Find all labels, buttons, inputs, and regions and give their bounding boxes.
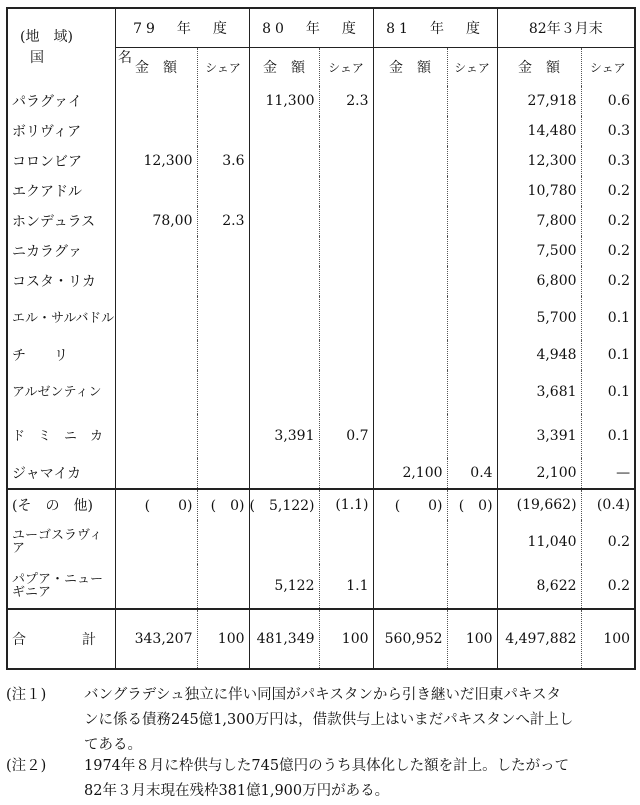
- share-cell: [447, 414, 497, 458]
- amount-cell: [373, 176, 447, 206]
- amount-cell: [249, 236, 319, 266]
- amount-cell: 10,780: [497, 176, 581, 206]
- amount-cell: [373, 236, 447, 266]
- share-cell: [197, 176, 249, 206]
- amount-cell: [373, 296, 447, 340]
- country-name: 合 計: [7, 609, 115, 669]
- year-80-header: 80 年 度: [249, 8, 373, 48]
- amount-cell: [115, 116, 197, 146]
- share-cell: 0.1: [581, 414, 635, 458]
- amount-cell: 4,497,882: [497, 609, 581, 669]
- amount-cell: 5,122: [249, 564, 319, 609]
- share-cell: 0.2: [581, 266, 635, 296]
- amount-cell: [373, 520, 447, 564]
- share-cell: [197, 414, 249, 458]
- amount-cell: 6,800: [497, 266, 581, 296]
- amount-cell: 11,040: [497, 520, 581, 564]
- amount-header: 金 額: [115, 48, 197, 87]
- table-row: [7, 414, 635, 458]
- share-cell: [447, 176, 497, 206]
- amount-cell: [249, 146, 319, 176]
- share-cell: 0.4: [447, 458, 497, 489]
- share-cell: [447, 564, 497, 609]
- table-row: [7, 564, 635, 609]
- share-cell: 0.2: [581, 176, 635, 206]
- share-cell: 0.2: [581, 206, 635, 236]
- amount-cell: [249, 340, 319, 370]
- amount-cell: [115, 370, 197, 414]
- share-cell: [447, 206, 497, 236]
- share-cell: 0.1: [581, 340, 635, 370]
- share-cell: [319, 340, 373, 370]
- amount-cell: [115, 296, 197, 340]
- share-cell: [447, 236, 497, 266]
- share-cell: ( 0): [447, 489, 497, 520]
- amount-cell: [115, 414, 197, 458]
- amount-cell: 8,622: [497, 564, 581, 609]
- amount-cell: 3,391: [497, 414, 581, 458]
- note-1-label: (注１): [6, 687, 47, 703]
- table-row: [7, 176, 635, 206]
- table-row: [7, 370, 635, 414]
- share-cell: [447, 116, 497, 146]
- note-1-line-2: ンに係る債務245億1,300万円は，借款供与上はいまだパキスタンへ計上し: [84, 712, 574, 728]
- note-1-line-3: てある。: [84, 737, 142, 753]
- country-name: ユーゴスラヴィア: [12, 528, 103, 556]
- share-cell: 0.3: [581, 116, 635, 146]
- share-cell: 0.1: [581, 370, 635, 414]
- share-cell: [447, 340, 497, 370]
- table-row: [7, 458, 635, 489]
- country-name: パプア・ニューギニア: [12, 572, 104, 600]
- year-81-header: 81 年 度: [373, 8, 497, 48]
- share-cell: [319, 116, 373, 146]
- amount-header: 金 額: [497, 48, 581, 87]
- amount-cell: 27,918: [497, 86, 581, 116]
- share-cell: 3.6: [197, 146, 249, 176]
- amount-cell: ( 0): [115, 489, 197, 520]
- amount-cell: 3,391: [249, 414, 319, 458]
- share-cell: (0.4): [581, 489, 635, 520]
- share-header: シェア: [447, 48, 497, 87]
- note-1: [6, 683, 634, 758]
- share-cell: 2.3: [197, 206, 249, 236]
- amount-cell: 560,952: [373, 609, 447, 669]
- share-cell: [319, 236, 373, 266]
- share-cell: 0.2: [581, 520, 635, 564]
- note-2-line-2: 82年３月末現在残枠381億1,900万円がある。: [84, 783, 390, 799]
- share-cell: 2.3: [319, 86, 373, 116]
- share-cell: 1.1: [319, 564, 373, 609]
- amount-cell: [115, 86, 197, 116]
- share-cell: [447, 370, 497, 414]
- amount-cell: [373, 86, 447, 116]
- table-row: [7, 116, 635, 146]
- amount-cell: [373, 266, 447, 296]
- table-row: [7, 340, 635, 370]
- country-name: ホンデュラス: [12, 214, 96, 230]
- amount-cell: [249, 458, 319, 489]
- note-2-line-1: 1974年８月に枠供与した745億円のうち具体化した額を計上。したがって: [84, 758, 570, 774]
- country-name: エクアドル: [12, 184, 82, 200]
- amount-cell: [249, 206, 319, 236]
- share-header: シェア: [197, 48, 249, 87]
- amount-cell: [373, 116, 447, 146]
- amount-cell: [115, 236, 197, 266]
- country-name: アルゼンティン: [12, 384, 102, 400]
- country-name: パラグァイ: [12, 94, 82, 110]
- share-cell: [197, 564, 249, 609]
- country-name: エル・サルバドル: [12, 310, 115, 326]
- note-1-line-1: バングラデシュ独立に伴い同国がパキスタンから引き継いだ旧東パキスタ: [84, 687, 562, 703]
- share-cell: ( 0): [197, 489, 249, 520]
- country-name: チ リ: [12, 348, 68, 364]
- region-country-header: (地 域) 国 名: [20, 28, 162, 66]
- share-cell: [447, 146, 497, 176]
- share-cell: 100: [197, 609, 249, 669]
- amount-cell: [373, 370, 447, 414]
- share-cell: 0.2: [581, 564, 635, 609]
- share-cell: [197, 236, 249, 266]
- share-cell: [197, 266, 249, 296]
- share-cell: 0.1: [581, 296, 635, 340]
- share-cell: [197, 370, 249, 414]
- country-name: (そ の 他): [7, 489, 115, 520]
- share-cell: [197, 116, 249, 146]
- share-cell: [319, 458, 373, 489]
- amount-cell: 11,300: [249, 86, 319, 116]
- share-cell: [319, 176, 373, 206]
- share-cell: [319, 370, 373, 414]
- amount-cell: 7,800: [497, 206, 581, 236]
- amount-cell: 343,207: [115, 609, 197, 669]
- share-cell: [447, 520, 497, 564]
- amount-cell: [249, 296, 319, 340]
- amount-cell: 12,300: [115, 146, 197, 176]
- amount-cell: [249, 116, 319, 146]
- country-name: コロンビア: [12, 154, 82, 170]
- table-row: [7, 489, 635, 520]
- share-cell: [319, 146, 373, 176]
- amount-header: 金 額: [249, 48, 319, 87]
- amount-cell: 12,300: [497, 146, 581, 176]
- amount-cell: [249, 176, 319, 206]
- share-cell: 100: [447, 609, 497, 669]
- amount-cell: 4,948: [497, 340, 581, 370]
- share-cell: 0.3: [581, 146, 635, 176]
- table-row: [7, 266, 635, 296]
- loan-table: [6, 7, 636, 670]
- amount-cell: [115, 458, 197, 489]
- note-2: [6, 754, 634, 804]
- amount-cell: [373, 206, 447, 236]
- amount-cell: [373, 414, 447, 458]
- share-cell: [319, 520, 373, 564]
- amount-cell: 78,00: [115, 206, 197, 236]
- share-cell: [197, 340, 249, 370]
- year-79-header: 79 年 度: [115, 8, 249, 48]
- share-cell: [197, 86, 249, 116]
- share-cell: [319, 266, 373, 296]
- amount-header: 金 額: [373, 48, 447, 87]
- country-name: ジャマイカ: [12, 466, 82, 482]
- amount-cell: [115, 266, 197, 296]
- share-cell: —: [581, 458, 635, 489]
- country-name: コスタ・リカ: [12, 274, 96, 290]
- share-header: シェア: [319, 48, 373, 87]
- amount-cell: 5,700: [497, 296, 581, 340]
- share-cell: 0.6: [581, 86, 635, 116]
- main-rows: [7, 86, 635, 489]
- share-cell: [197, 296, 249, 340]
- share-cell: [319, 206, 373, 236]
- amount-cell: ( 0): [373, 489, 447, 520]
- amount-cell: [115, 564, 197, 609]
- country-name: ボリヴィア: [12, 124, 82, 140]
- amount-cell: [373, 340, 447, 370]
- amount-cell: [249, 370, 319, 414]
- share-cell: [319, 296, 373, 340]
- share-cell: 100: [319, 609, 373, 669]
- share-cell: 100: [581, 609, 635, 669]
- table-row: [7, 146, 635, 176]
- country-name: ニカラグァ: [12, 244, 82, 260]
- amount-cell: [373, 564, 447, 609]
- share-cell: (1.1): [319, 489, 373, 520]
- amount-cell: 2,100: [497, 458, 581, 489]
- share-header: シェア: [581, 48, 635, 87]
- share-cell: [197, 520, 249, 564]
- table-row: [7, 520, 635, 564]
- other-rows: [7, 489, 635, 609]
- amount-cell: 481,349: [249, 609, 319, 669]
- amount-cell: 14,480: [497, 116, 581, 146]
- share-cell: 0.7: [319, 414, 373, 458]
- amount-cell: [249, 266, 319, 296]
- amount-cell: [249, 520, 319, 564]
- table-row: [7, 86, 635, 116]
- share-cell: [447, 86, 497, 116]
- amount-cell: ( 5,122): [249, 489, 319, 520]
- share-cell: [197, 458, 249, 489]
- country-name: ド ミ ニ カ: [12, 428, 104, 444]
- note-2-label: (注２): [6, 758, 47, 774]
- share-cell: [447, 296, 497, 340]
- amount-cell: [373, 146, 447, 176]
- table-row: [7, 236, 635, 266]
- amount-cell: [115, 520, 197, 564]
- amount-cell: 2,100: [373, 458, 447, 489]
- table-row: [7, 206, 635, 236]
- amount-cell: 3,681: [497, 370, 581, 414]
- amount-cell: 7,500: [497, 236, 581, 266]
- year-82-header: 82年３月末: [497, 8, 635, 48]
- amount-cell: [115, 176, 197, 206]
- share-cell: 0.2: [581, 236, 635, 266]
- total-rows: [7, 609, 635, 669]
- table-row: [7, 296, 635, 340]
- amount-cell: (19,662): [497, 489, 581, 520]
- share-cell: [447, 266, 497, 296]
- amount-cell: [115, 340, 197, 370]
- total-row: [7, 609, 635, 669]
